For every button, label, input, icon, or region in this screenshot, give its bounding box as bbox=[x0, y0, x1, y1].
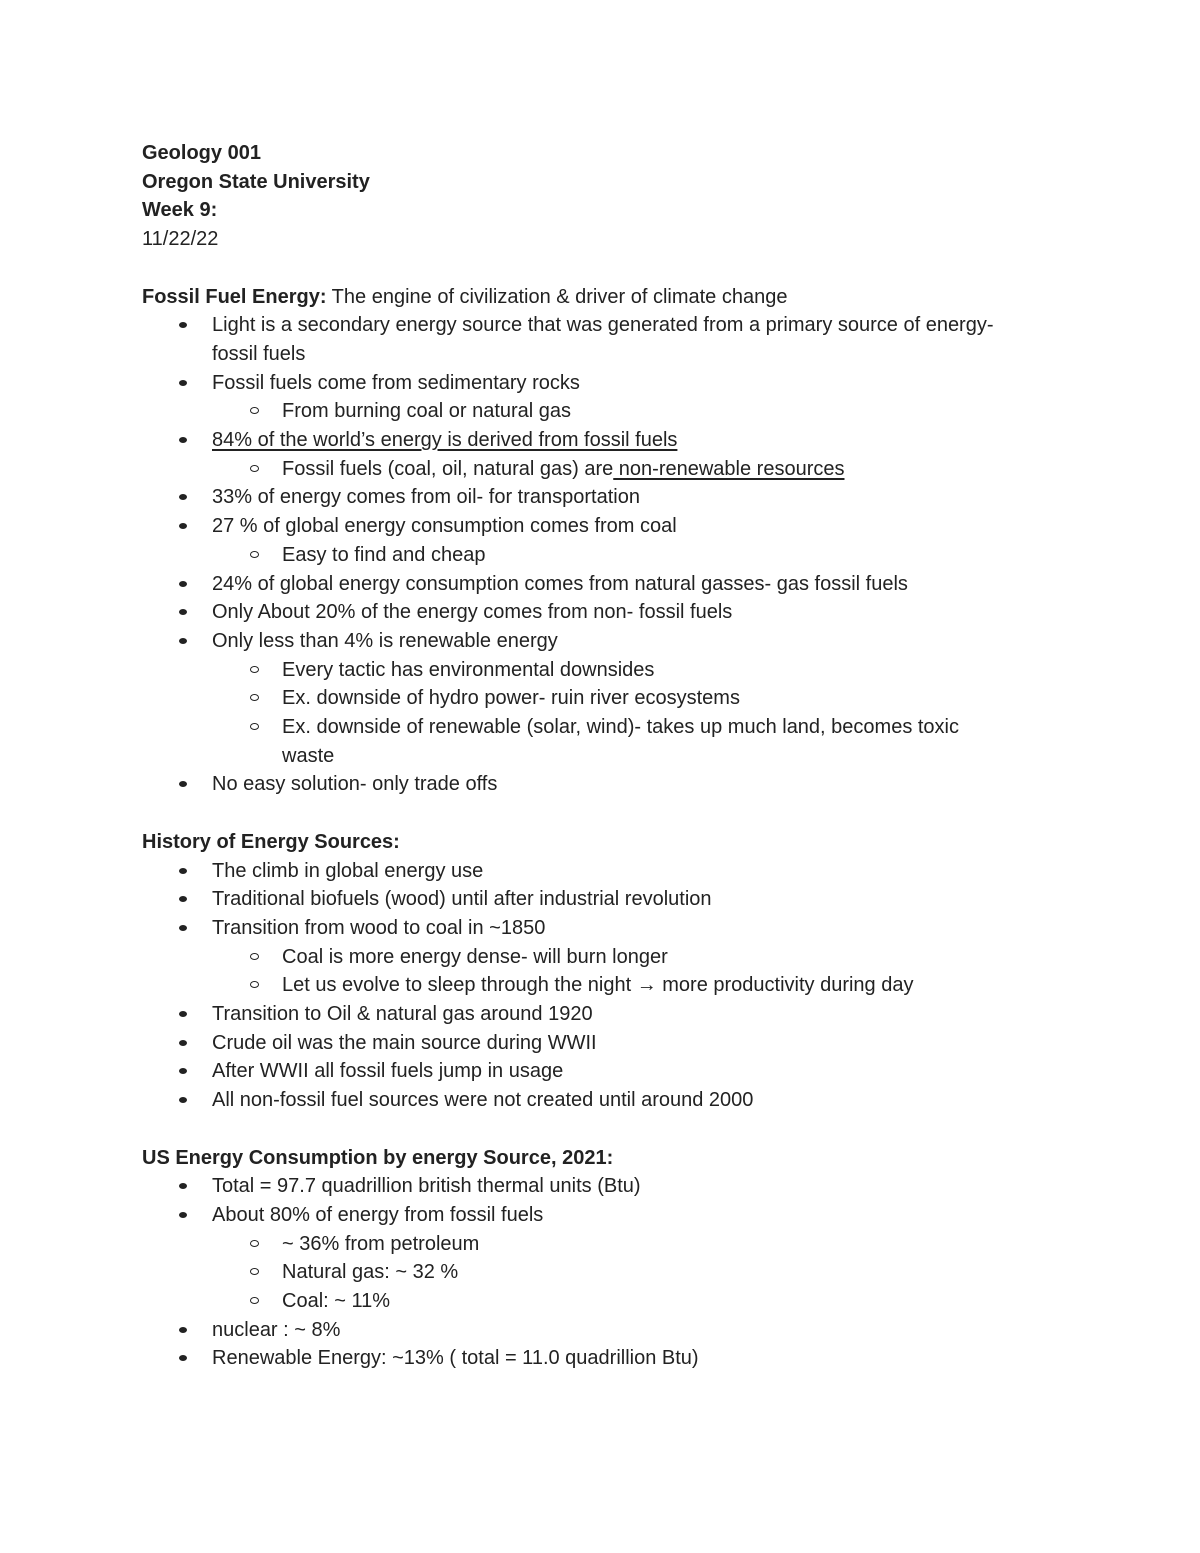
list-item: After WWII all fossil fuels jump in usage bbox=[142, 1057, 1082, 1086]
list-item-text: 84% of the world’s energy is derived from fossil fuels bbox=[212, 429, 678, 452]
list-item: Only About 20% of the energy comes from non- fossil fuels bbox=[142, 598, 1082, 627]
document-page bbox=[142, 139, 1082, 1373]
list-item: The climb in global energy use bbox=[142, 857, 1082, 886]
list-item-text-underlined: non-renewable resources bbox=[613, 457, 845, 480]
us-energy-section bbox=[142, 1144, 1082, 1374]
list-item: Traditional biofuels (wood) until after industrial revolution bbox=[142, 885, 1082, 914]
list-item: Total = 97.7 quadrillion british thermal units (Btu) bbox=[142, 1172, 1082, 1201]
sub-list-item: Let us evolve to sleep through the night → more productivity during day bbox=[142, 971, 1082, 1000]
fossil-fuel-section bbox=[142, 283, 1082, 800]
list-item: Fossil fuels come from sedimentary rocks bbox=[142, 369, 1082, 398]
sub-list-item: ~ 36% from petroleum bbox=[142, 1230, 1082, 1259]
list-item-text: Fossil fuels (coal, oil, natural gas) are bbox=[282, 457, 614, 480]
fossil-fuel-subtitle: The engine of civilization & driver of climate change bbox=[326, 285, 788, 308]
us-energy-heading: US Energy Consumption by energy Source, 2021: bbox=[142, 1146, 614, 1169]
list-item: 33% of energy comes from oil- for transportation bbox=[142, 483, 1082, 512]
list-item: 24% of global energy consumption comes from natural gasses- gas fossil fuels bbox=[142, 570, 1082, 599]
list-item: Transition from wood to coal in ~1850 bbox=[142, 914, 1082, 943]
list-item: Renewable Energy: ~13% ( total = 11.0 quadrillion Btu) bbox=[142, 1344, 1082, 1373]
sub-list-item bbox=[142, 455, 1082, 484]
sub-list-item: Coal is more energy dense- will burn longer bbox=[142, 943, 1082, 972]
sub-list-item: Ex. downside of hydro power- ruin river ecosystems bbox=[142, 684, 1082, 713]
list-item-text: Ex. downside of renewable (solar, wind)- takes up much land, becomes toxic bbox=[282, 716, 960, 739]
us-energy-list bbox=[142, 1172, 1082, 1373]
list-item-text: Light is a secondary energy source that was generated from a primary source of energy- bbox=[212, 314, 994, 337]
week-label: Week 9: bbox=[142, 199, 218, 222]
list-item-text: fossil fuels bbox=[212, 342, 306, 365]
list-item bbox=[142, 311, 1082, 368]
sub-list-item: From burning coal or natural gas bbox=[142, 397, 1082, 426]
sub-list-item bbox=[142, 713, 1082, 770]
history-section bbox=[142, 828, 1082, 1115]
fossil-fuel-list bbox=[142, 311, 1082, 799]
list-item-text: waste bbox=[282, 744, 335, 767]
list-item: About 80% of energy from fossil fuels bbox=[142, 1201, 1082, 1230]
list-item: 27 % of global energy consumption comes from coal bbox=[142, 512, 1082, 541]
list-item: Only less than 4% is renewable energy bbox=[142, 627, 1082, 656]
university-name: Oregon State University bbox=[142, 170, 370, 193]
list-item: Transition to Oil & natural gas around 1920 bbox=[142, 1000, 1082, 1029]
sub-list-item: Natural gas: ~ 32 % bbox=[142, 1258, 1082, 1287]
list-item: All non-fossil fuel sources were not created until around 2000 bbox=[142, 1086, 1082, 1115]
sub-list-item: Coal: ~ 11% bbox=[142, 1287, 1082, 1316]
sub-list-item: Easy to find and cheap bbox=[142, 541, 1082, 570]
list-item: Crude oil was the main source during WWII bbox=[142, 1029, 1082, 1058]
list-item: nuclear : ~ 8% bbox=[142, 1316, 1082, 1345]
list-item: No easy solution- only trade offs bbox=[142, 770, 1082, 799]
fossil-fuel-heading bbox=[142, 283, 1082, 312]
history-heading: History of Energy Sources: bbox=[142, 830, 400, 853]
date-text: 11/22/22 bbox=[142, 228, 219, 251]
course-title: Geology 001 bbox=[142, 142, 261, 164]
sub-list-item: Every tactic has environmental downsides bbox=[142, 656, 1082, 685]
list-item bbox=[142, 426, 1082, 455]
fossil-fuel-title: Fossil Fuel Energy: bbox=[142, 285, 327, 308]
history-list bbox=[142, 857, 1082, 1115]
